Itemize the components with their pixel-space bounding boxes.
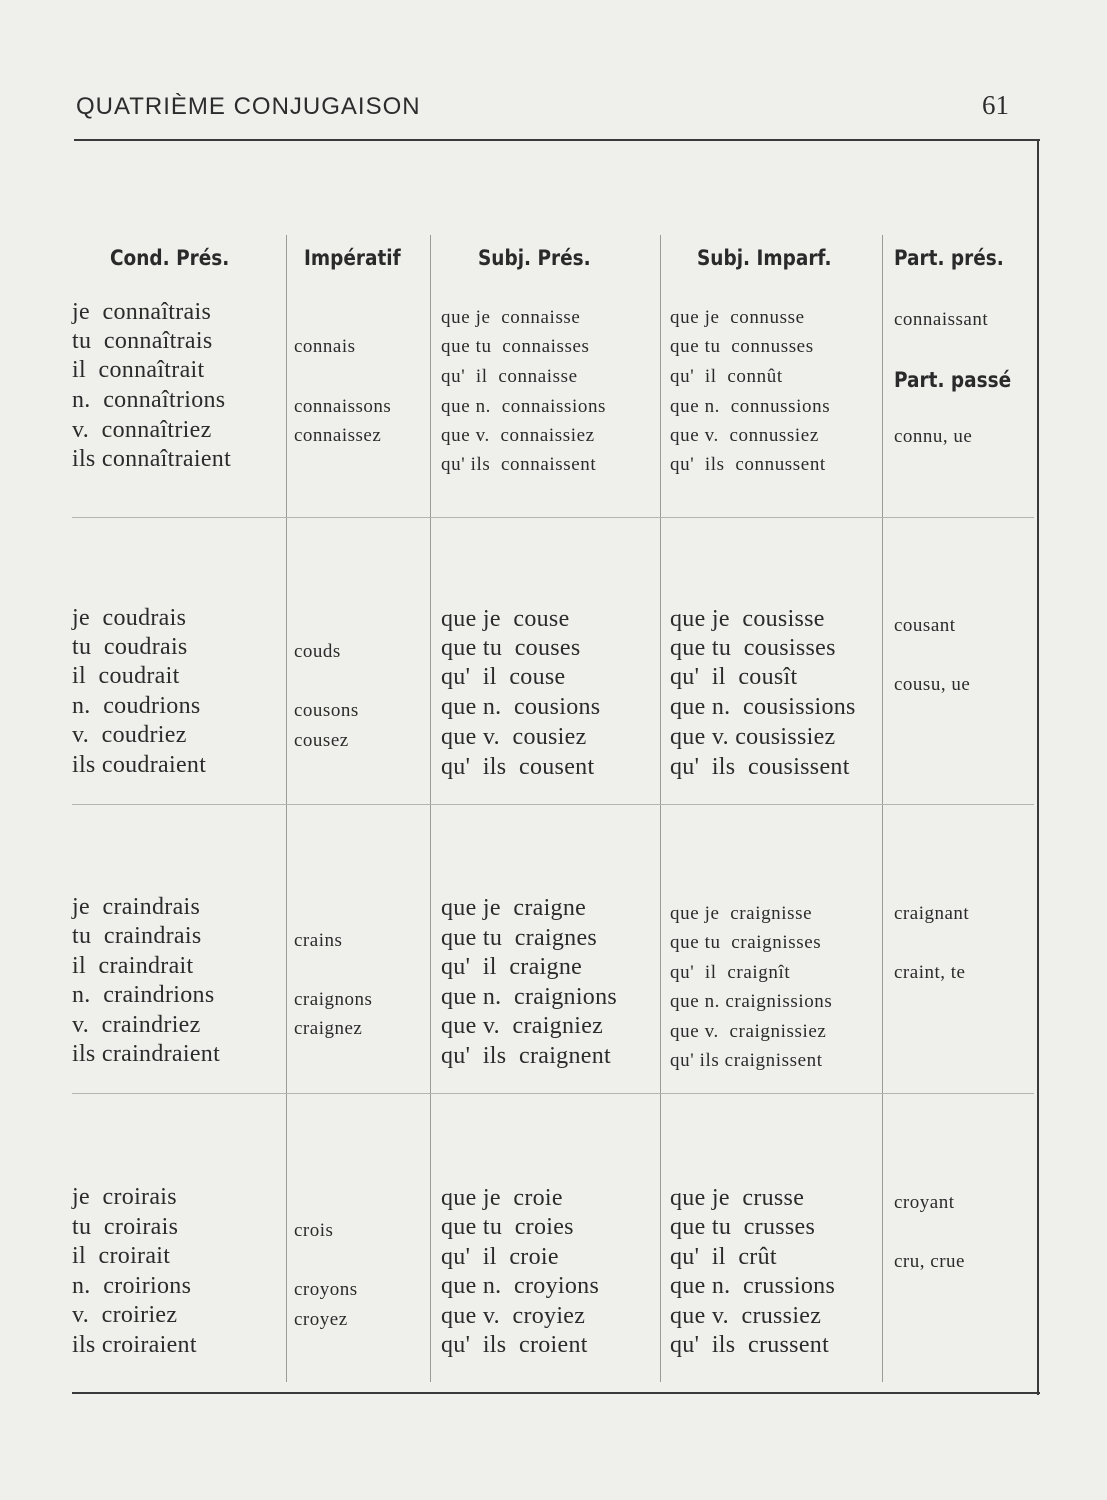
cond-form: n. coudrions xyxy=(72,693,201,719)
subj-imparf-form: que v. cousissiez xyxy=(670,724,836,750)
subj-imparf-form: que n. craignissions xyxy=(670,991,833,1012)
subj-imparf-form: qu' il crût xyxy=(670,1244,777,1270)
subj-pres-form: que je croie xyxy=(441,1185,563,1211)
imperatif-form: cousez xyxy=(294,730,349,751)
part-passe-form: cousu, ue xyxy=(894,674,971,695)
subj-imparf-form: qu' il cousît xyxy=(670,664,798,690)
subj-imparf-form: que v. crussiez xyxy=(670,1303,822,1329)
subj-imparf-form: qu' ils craignissent xyxy=(670,1050,823,1071)
subj-pres-form: que tu croies xyxy=(441,1214,574,1240)
part-pres-form: croyant xyxy=(894,1192,955,1213)
table-right-rule xyxy=(1037,139,1039,1395)
table-top-rule xyxy=(74,139,1040,141)
subj-pres-form: qu' il craigne xyxy=(441,954,583,980)
cond-form: je craindrais xyxy=(72,894,201,920)
cond-form: il connaîtrait xyxy=(72,357,205,383)
subj-pres-form: que v. connaissiez xyxy=(441,425,595,446)
imperatif-form: croyons xyxy=(294,1279,358,1300)
column-divider xyxy=(430,235,431,1382)
subj-imparf-form: que je craignisse xyxy=(670,903,813,924)
imperatif-form: crains xyxy=(294,930,343,951)
column-divider xyxy=(882,235,883,1382)
part-pres-form: connaissant xyxy=(894,309,989,330)
block-separator xyxy=(72,1093,1034,1094)
subj-pres-form: que je connaisse xyxy=(441,307,581,328)
cond-form: n. connaîtrions xyxy=(72,387,226,413)
subj-pres-form: que v. croyiez xyxy=(441,1303,586,1329)
header-subj-imparf: Subj. Imparf. xyxy=(697,246,832,270)
subj-pres-form: que tu connaisses xyxy=(441,336,590,357)
subj-imparf-form: que tu crusses xyxy=(670,1214,816,1240)
column-divider xyxy=(660,235,661,1382)
cond-form: v. craindriez xyxy=(72,1012,201,1038)
column-divider xyxy=(286,235,287,1382)
subj-pres-form: que tu couses xyxy=(441,635,581,661)
block-separator xyxy=(72,804,1034,805)
page-number: 61 xyxy=(982,90,1009,120)
cond-form: v. connaîtriez xyxy=(72,417,212,443)
imperatif-form: cousons xyxy=(294,700,359,721)
subj-imparf-form: qu' il connût xyxy=(670,366,783,387)
subj-imparf-form: qu' il craignît xyxy=(670,962,791,983)
imperatif-form: connais xyxy=(294,336,356,357)
subj-pres-form: qu' il couse xyxy=(441,664,566,690)
running-header-title: QUATRIÈME CONJUGAISON xyxy=(76,93,421,120)
header-cond-pres: Cond. Prés. xyxy=(110,246,230,270)
imperatif-form: connaissez xyxy=(294,425,382,446)
cond-form: je connaîtrais xyxy=(72,299,212,325)
cond-form: tu craindrais xyxy=(72,923,202,949)
subj-imparf-form: que n. connussions xyxy=(670,396,831,417)
subj-imparf-form: que tu craignisses xyxy=(670,932,822,953)
subj-pres-form: que tu craignes xyxy=(441,925,598,951)
subj-pres-form: que v. cousiez xyxy=(441,724,587,750)
imperatif-form: connaissons xyxy=(294,396,392,417)
subj-imparf-form: que je connusse xyxy=(670,307,805,328)
cond-form: il craindrait xyxy=(72,953,194,979)
cond-form: tu coudrais xyxy=(72,634,188,660)
imperatif-form: craignons xyxy=(294,989,373,1010)
subj-pres-form: qu' ils craignent xyxy=(441,1043,611,1069)
cond-form: tu connaîtrais xyxy=(72,328,213,354)
cond-form: v. croiriez xyxy=(72,1302,178,1328)
imperatif-form: croyez xyxy=(294,1309,348,1330)
subj-imparf-form: que je cousisse xyxy=(670,606,825,632)
cond-form: ils connaîtraient xyxy=(72,446,232,472)
cond-form: il coudrait xyxy=(72,663,180,689)
imperatif-form: crois xyxy=(294,1220,334,1241)
table-bottom-rule xyxy=(72,1392,1040,1394)
part-pres-form: craignant xyxy=(894,903,970,924)
subj-imparf-form: que je crusse xyxy=(670,1185,805,1211)
subj-pres-form: que je craigne xyxy=(441,895,587,921)
subj-pres-form: qu' il connaisse xyxy=(441,366,578,387)
subj-pres-form: qu' il croie xyxy=(441,1244,559,1270)
cond-form: il croirait xyxy=(72,1243,171,1269)
subj-imparf-form: que n. crussions xyxy=(670,1273,836,1299)
subj-imparf-form: qu' ils connussent xyxy=(670,454,826,475)
part-passe-form: cru, crue xyxy=(894,1251,965,1272)
subj-pres-form: qu' ils cousent xyxy=(441,754,595,780)
cond-form: v. coudriez xyxy=(72,722,187,748)
header-subj-pres: Subj. Prés. xyxy=(478,246,591,270)
part-passe-form: craint, te xyxy=(894,962,966,983)
subj-pres-form: que n. cousions xyxy=(441,694,601,720)
part-pres-form: cousant xyxy=(894,615,956,636)
cond-form: ils croiraient xyxy=(72,1332,197,1358)
cond-form: je croirais xyxy=(72,1184,177,1210)
subj-imparf-form: que n. cousissions xyxy=(670,694,856,720)
cond-form: ils coudraient xyxy=(72,752,207,778)
subj-imparf-form: qu' ils crussent xyxy=(670,1332,830,1358)
imperatif-form: craignez xyxy=(294,1018,363,1039)
cond-form: tu croirais xyxy=(72,1214,179,1240)
subj-pres-form: que n. craignions xyxy=(441,984,618,1010)
subj-pres-form: que je couse xyxy=(441,606,570,632)
cond-form: n. craindrions xyxy=(72,982,215,1008)
header-part-pres: Part. prés. xyxy=(894,246,1004,270)
header-imperatif: Impératif xyxy=(304,246,401,270)
subj-pres-form: qu' ils connaissent xyxy=(441,454,597,475)
subj-pres-form: que n. croyions xyxy=(441,1273,600,1299)
cond-form: n. croirions xyxy=(72,1273,192,1299)
subj-imparf-form: que v. connussiez xyxy=(670,425,819,446)
header-part-passe: Part. passé xyxy=(894,368,1012,392)
imperatif-form: couds xyxy=(294,641,341,662)
subj-imparf-form: que v. craignissiez xyxy=(670,1021,827,1042)
cond-form: ils craindraient xyxy=(72,1041,221,1067)
subj-imparf-form: que tu cousisses xyxy=(670,635,836,661)
subj-pres-form: qu' ils croient xyxy=(441,1332,588,1358)
subj-pres-form: que n. connaissions xyxy=(441,396,607,417)
subj-imparf-form: qu' ils cousissent xyxy=(670,754,850,780)
cond-form: je coudrais xyxy=(72,605,187,631)
block-separator xyxy=(72,517,1034,518)
part-passe-form: connu, ue xyxy=(894,426,973,447)
subj-pres-form: que v. craigniez xyxy=(441,1013,604,1039)
subj-imparf-form: que tu connusses xyxy=(670,336,814,357)
